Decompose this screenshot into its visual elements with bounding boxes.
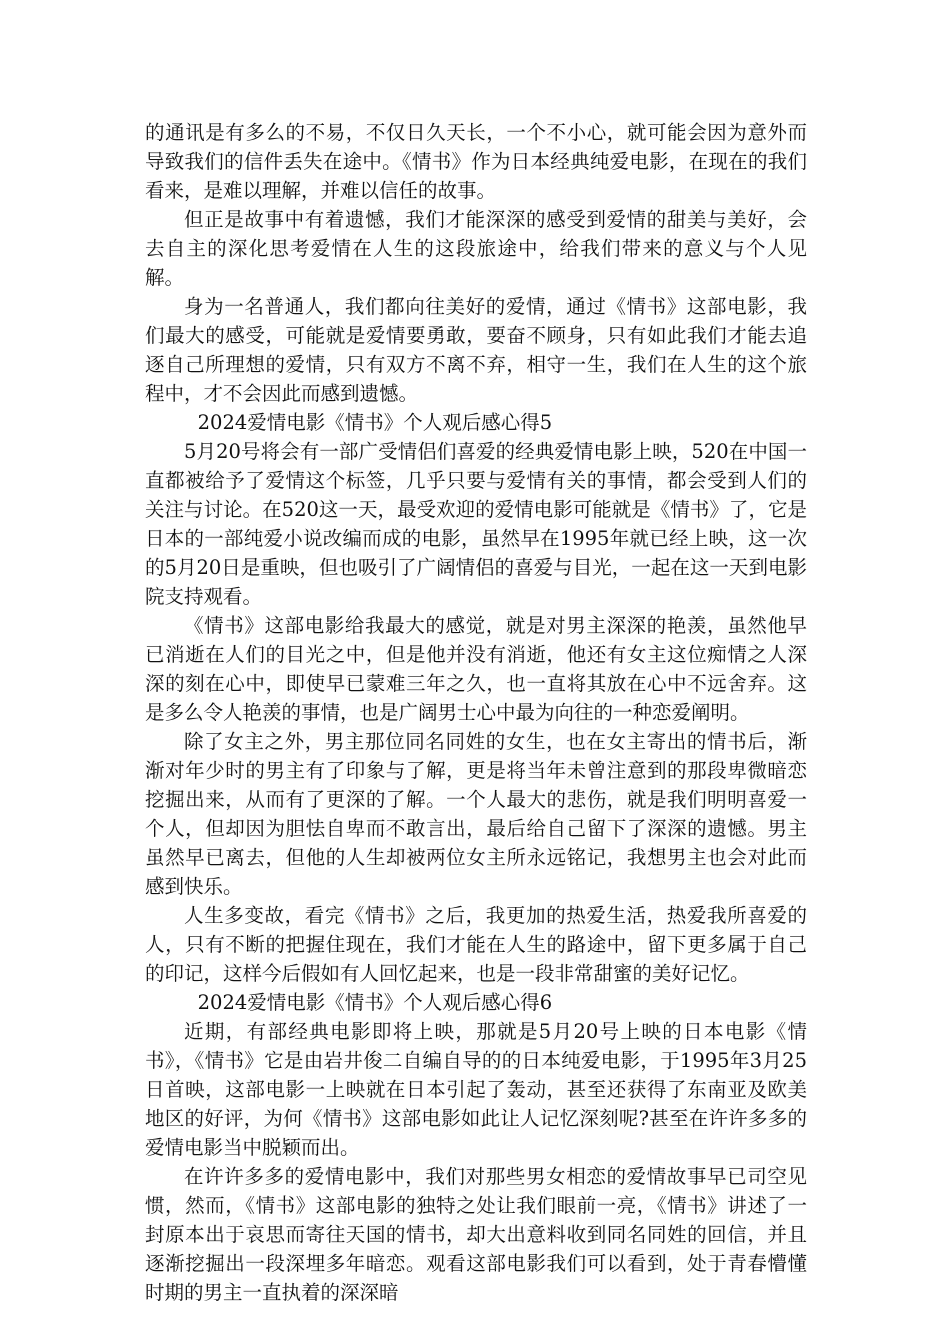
- paragraph-8: 人生多变故，看完《情书》之后，我更加的热爱生活，热爱我所喜爱的人，只有不断的把握住现在，我们才能在人生的路途中，留下更多属于自己的印记，这样今后假如有人回忆起来，也是一段非常甜蜜的美好记忆。: [145, 904, 807, 985]
- section-heading-5: 2024爱情电影《情书》个人观后感心得5: [197, 411, 553, 434]
- paragraph-1: 的通讯是有多么的不易，不仅日久天长，一个不小心，就可能会因为意外而导致我们的信件丢失在途中。《情书》作为日本经典纯爱电影，在现在的我们看来，是难以理解，并难以信任的故事。: [145, 121, 807, 202]
- section-heading-6: 2024爱情电影《情书》个人观后感心得6: [197, 991, 553, 1014]
- paragraph-7: 除了女主之外，男主那位同名同姓的女生，也在女主寄出的情书后，渐渐对年少时的男主有了印象与了解，更是将当年未曾注意到的那段卑微暗恋挖掘出来，从而有了更深的了解。一个人最大的悲伤，就是我们明明喜爱一个人，但却因为胆怯自卑而不敢言出，最后给自己留下了深深的遗憾。男主虽然早已离去，但他的人生却被两位女主所永远铭记，我想男主也会对此而感到快乐。: [145, 730, 807, 898]
- paragraph-3: 身为一名普通人，我们都向往美好的爱情，通过《情书》这部电影，我们最大的感受，可能就是爱情要勇敢，要奋不顾身，只有如此我们才能去追逐自己所理想的爱情，只有双方不离不弃，相守一生，我们在人生的这个旅程中，才不会因此而感到遗憾。: [145, 295, 807, 405]
- paragraph-6: 《情书》这部电影给我最大的感觉，就是对男主深深的艳羡，虽然他早已消逝在人们的目光之中，但是他并没有消逝，他还有女主这位痴情之人深深的刻在心中，即使早已蒙难三年之久，也一直将其放在心中不远舍弃。这是多么令人艳羡的事情，也是广阔男士心中最为向往的一种恋爱阐明。: [145, 614, 807, 724]
- document-page: [145, 118, 807, 1307]
- paragraph-11: 在许许多多的爱情电影中，我们对那些男女相恋的爱情故事早已司空见惯，然而，《情书》这部电影的独特之处让我们眼前一亮，《情书》讲述了一封原本出于哀思而寄往天国的情书，却大出意料收到同名同姓的回信，并且逐渐挖掘出一段深埋多年暗恋。观看这部电影我们可以看到，处于青春懵懂时期的男主一直执着的深深暗: [145, 1165, 807, 1304]
- paragraph-10: 近期，有部经典电影即将上映，那就是5月20号上映的日本电影《情书》，《情书》它是由岩井俊二自编自导的的日本纯爱电影，于1995年3月25日首映，这部电影一上映就在日本引起了轰动，甚至还获得了东南亚及欧美地区的好评，为何《情书》这部电影如此让人记忆深刻呢?甚至在许许多多的爱情电影当中脱颖而出。: [145, 1020, 807, 1159]
- paragraph-5: 5月20号将会有一部广受情侣们喜爱的经典爱情电影上映，520在中国一直都被给予了爱情这个标签，几乎只要与爱情有关的事情，都会受到人们的关注与讨论。在520这一天，最受欢迎的爱情电影可能就是《情书》了，它是日本的一部纯爱小说改编而成的电影，虽然早在1995年就已经上映，这一次的5月20日是重映，但也吸引了广阔情侣的喜爱与目光，一起在这一天到电影院支持观看。: [145, 440, 807, 608]
- paragraph-2: 但正是故事中有着遗憾，我们才能深深的感受到爱情的甜美与美好，会去自主的深化思考爱情在人生的这段旅途中，给我们带来的意义与个人见解。: [145, 208, 807, 289]
